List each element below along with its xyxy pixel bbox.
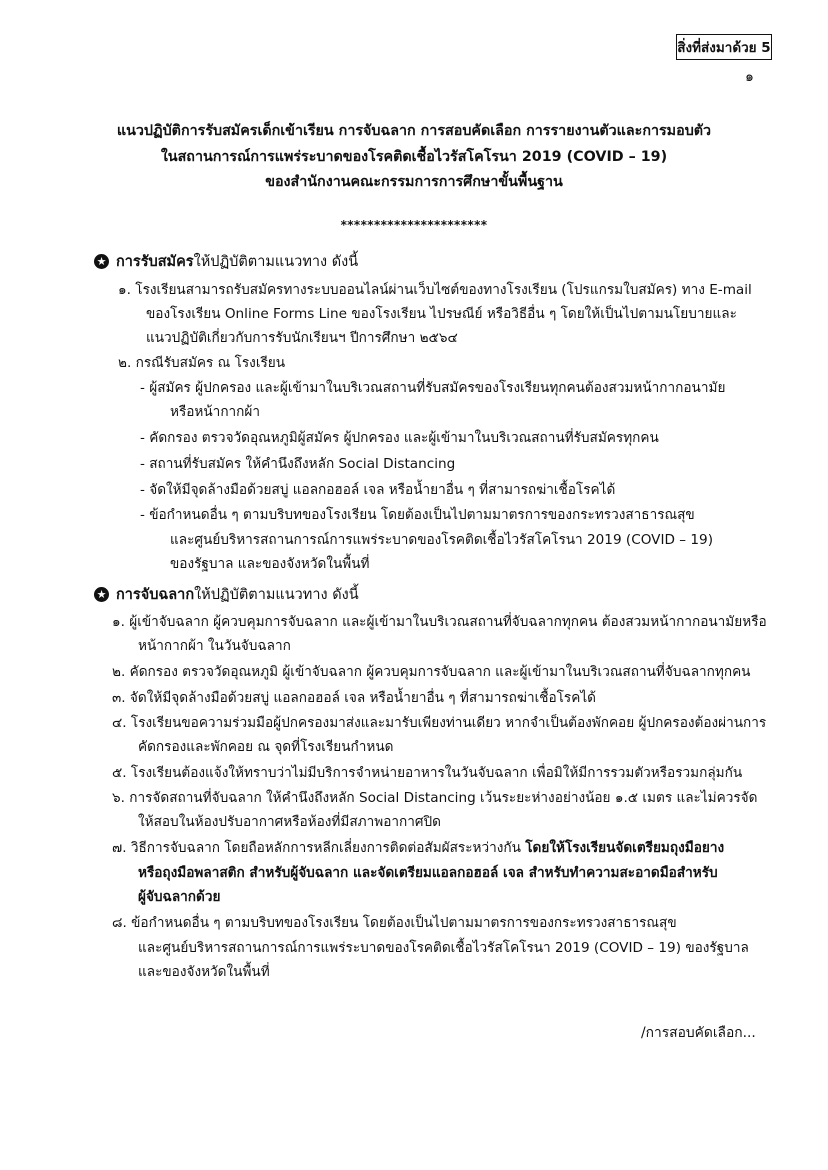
text-line: - จัดให้มีจุดล้างมือด้วยสบู่ แอลกอฮอล์ เจล หรือน้ำยาอื่น ๆ ที่สามารถฆ่าเชื้อโรคได้ (140, 482, 616, 498)
text-line: - สถานที่รับสมัคร ให้คำนึงถึงหลัก Social Distancing (140, 456, 456, 472)
heading-bold: การจับฉลาก (116, 587, 195, 603)
section-heading-lottery (94, 583, 359, 606)
text-line: - คัดกรอง ตรวจวัดอุณหภูมิผู้สมัคร ผู้ปกครอง และผู้เข้ามาในบริเวณสถานที่รับสมัครทุกคน (140, 430, 659, 446)
title-line-3: ของสำนักงานคณะกรรมการการศึกษาขั้นพื้นฐาน (265, 174, 563, 190)
text-line: หรือหน้ากากผ้า (170, 404, 261, 420)
page-number: ๑ (745, 69, 754, 85)
continuation-footer: /การสอบคัดเลือก... (641, 1025, 756, 1041)
text-segment-bold: โดยให้โรงเรียนจัดเตรียมถุงมือยาง (525, 840, 725, 856)
text-line: และศูนย์บริหารสถานการณ์การแพร่ระบาดของโรคติดเชื้อไวรัสโคโรนา 2019 (COVID – 19) (170, 532, 713, 548)
text-line: ๘. ข้อกำหนดอื่น ๆ ตามบริบทของโรงเรียน โดยต้องเป็นไปตามมาตรการของกระทรวงสาธารณสุข (112, 915, 677, 931)
text-line: ๔. โรงเรียนขอความร่วมมือผู้ปกครองมาส่งและมารับเพียงท่านเดียว หากจำเป็นต้องพักคอย ผู้ปกครองต้องผ่านการ (112, 715, 767, 731)
text-line: และศูนย์บริหารสถานการณ์การแพร่ระบาดของโรคติดเชื้อไวรัสโคโรนา 2019 (COVID – 19) ของรัฐบาล (138, 940, 749, 956)
text-line: ของโรงเรียน Online Forms Line ของโรงเรียน ไปรษณีย์ หรือวิธีอื่น ๆ โดยให้เป็นไปตามนโยบายและ (146, 306, 737, 322)
text-line: ๒. คัดกรอง ตรวจวัดอุณหภูมิ ผู้เข้าจับฉลาก ผู้ควบคุมการจับฉลาก และผู้เข้ามาในบริเวณสถานที่จับฉลากทุกคน (112, 664, 751, 680)
text-segment: ๗. วิธีการจับฉลาก โดยถือหลักการหลีกเลี่ยงการติดต่อสัมผัสระหว่างกัน (112, 840, 526, 856)
text-line: แนวปฏิบัติเกี่ยวกับการรับนักเรียนฯ ปีการศึกษา ๒๕๖๔ (146, 330, 458, 346)
text-line: ๖. การจัดสถานที่จับฉลาก ให้คำนึงถึงหลัก Social Distancing เว้นระยะห่างอย่างน้อย ๑.๕ เมตร และไม่ควรจัด (112, 790, 758, 806)
text-line: ๑. โรงเรียนสามารถรับสมัครทางระบบออนไลน์ผ่านเว็บไซต์ของทางโรงเรียน (โปรแกรมใบสมัคร) ทาง E-mail (118, 282, 752, 298)
text-line: - ผู้สมัคร ผู้ปกครอง และผู้เข้ามาในบริเวณสถานที่รับสมัครของโรงเรียนทุกคนต้องสวมหน้ากากอนามัย (140, 380, 726, 396)
text-line-bold: หรือถุงมือพลาสติก สำหรับผู้จับฉลาก และจัดเตรียมแอลกอฮอล์ เจล สำหรับทำความสะอาดมือสำหรับ (138, 865, 718, 881)
text-line: - ข้อกำหนดอื่น ๆ ตามบริบทของโรงเรียน โดยต้องเป็นไปตามมาตรการของกระทรวงสาธารณสุข (140, 507, 695, 523)
attachment-label: สิ่งที่ส่งมาด้วย 5 (676, 34, 772, 60)
text-line: ให้สอบในห้องปรับอากาศหรือห้องที่มีสภาพอากาศปิด (138, 814, 441, 830)
text-line-bold: ผู้จับฉลากด้วย (138, 889, 221, 905)
title-line-1: แนวปฏิบัติการรับสมัครเด็กเข้าเรียน การจับฉลาก การสอบคัดเลือก การรายงานตัวและการมอบตัว (116, 123, 712, 139)
heading-bold: การรับสมัคร (116, 254, 194, 270)
star-circle-icon: ★ (94, 254, 109, 269)
heading-rest: ให้ปฏิบัติตามแนวทาง ดังนี้ (193, 254, 359, 270)
text-line: ๒. กรณีรับสมัคร ณ โรงเรียน (118, 355, 286, 371)
text-line: และของจังหวัดในพื้นที่ (138, 964, 270, 980)
section-heading-registration (94, 250, 358, 273)
text-line: ของรัฐบาล และของจังหวัดในพื้นที่ (170, 556, 370, 572)
heading-rest: ให้ปฏิบัติตามแนวทาง ดังนี้ (194, 587, 359, 603)
text-line (112, 836, 724, 858)
text-line: ๕. โรงเรียนต้องแจ้งให้ทราบว่าไม่มีบริการจำหน่ายอาหารในวันจับฉลาก เพื่อมิให้มีการรวมตัวหรือรวมกลุ่มกัน (112, 765, 743, 781)
text-line: ๓. จัดให้มีจุดล้างมือด้วยสบู่ แอลกอฮอล์ เจล หรือน้ำยาอื่น ๆ ที่สามารถฆ่าเชื้อโรคได้ (112, 690, 596, 706)
text-line: ๑. ผู้เข้าจับฉลาก ผู้ควบคุมการจับฉลาก และผู้เข้ามาในบริเวณสถานที่จับฉลากทุกคน ต้องสวมหน้ากากอนามัยหรือ (112, 614, 767, 630)
star-circle-icon: ★ (94, 587, 109, 602)
title-line-2: ในสถานการณ์การแพร่ระบาดของโรคติดเชื้อไวรัสโคโรนา 2019 (COVID – 19) (160, 149, 668, 165)
text-line: หน้ากากผ้า ในวันจับฉลาก (138, 638, 291, 654)
text-line: คัดกรองและพักคอย ณ จุดที่โรงเรียนกำหนด (138, 739, 394, 755)
separator: ********************** (340, 218, 488, 232)
